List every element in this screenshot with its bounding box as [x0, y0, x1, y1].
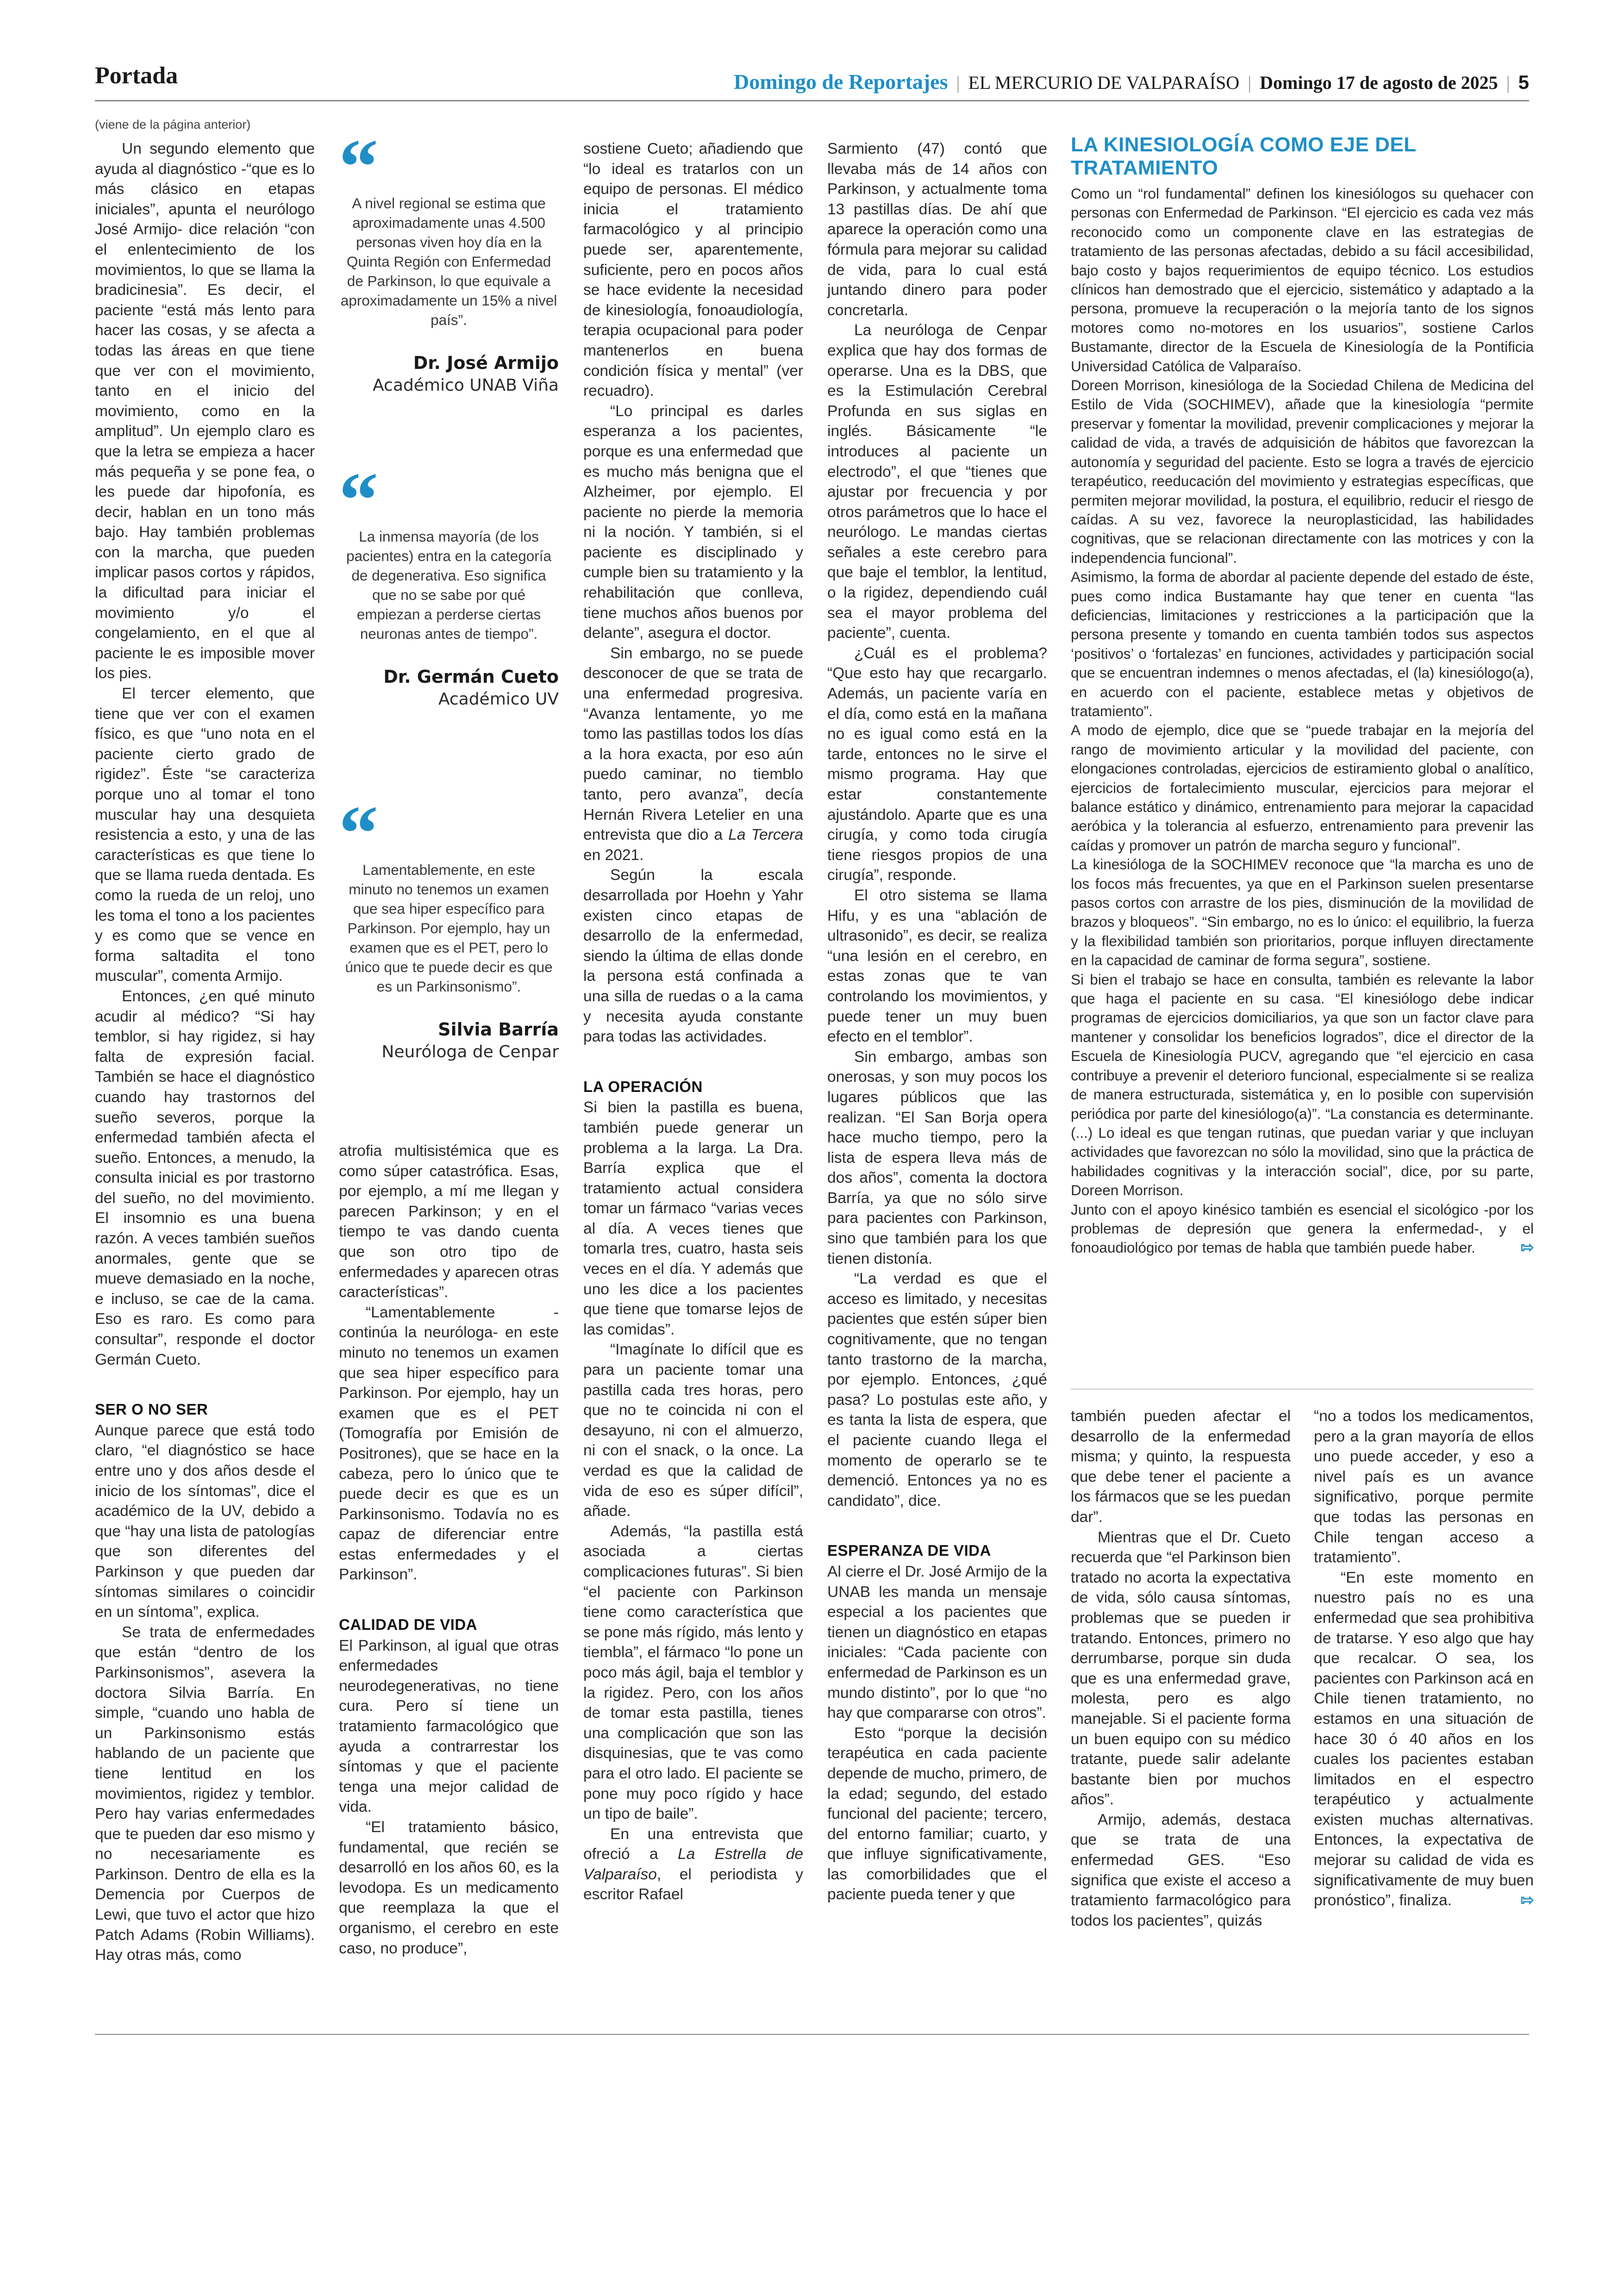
end-mark-icon: ⇰: [1520, 1239, 1534, 1257]
paragraph: La kinesióloga de la SOCHIMEV reconoce que “la marcha es uno de los focos más frecuentes, ya que en el Parkinson suelen presentarse pasos cortos con arrastre de los pies, disminución de la movilidad de brazos y bloqueos”. “Sin embargo, no es lo único: el equilibrio, la fuerza y la flexibilidad también son prioritarios, porque influyen directamente en la capacidad de caminar de forma segura”, sostiene.: [1071, 856, 1534, 969]
paragraph: también pueden afectar el desarrollo de la enfermedad misma; y quinto, la respuesta que debe tener el paciente a los fármacos que se les puedan dar”.: [1071, 1408, 1291, 1526]
paragraph: Esto “porque la decisión terapéutica en cada paciente depende de mucho, primero, de la edad; segundo, del estado funcional del paciente; tercero, del entorno familiar; cuarto, y que influye significativamente, las comorbilidades que el paciente pueda tener y que: [827, 1724, 1047, 1903]
paragraph: “La verdad es que el acceso es limitado, y necesitas pacientes que estén súper bien cognitivamente, que no tengan tanto trastorno de la marcha, por ejemplo. Entonces, ¿qué pasa? Lo postulas este año, y es tanta la lista de espera, que el paciente cuando llega el momento de operarlo se te demenció. Entonces ya no es candidato”, dice.: [827, 1270, 1047, 1509]
text-run: en 2021.: [583, 846, 644, 864]
article-column-4: [827, 139, 1047, 1905]
paragraph: [583, 1824, 803, 1905]
paragraph: El otro sistema se llama Hifu, y es una “ablación de ultrasonido”, es decir, se realiza “una lesión en el cerebro, en estas zonas que te van controlando los movimientos, y puede tener un muy buen efecto en el temblor”.: [827, 886, 1047, 1046]
paragraph: “El tratamiento básico, fundamental, que recién se desarrolló en los años 60, es la levodopa. Es un medicamento que reemplaza la que el organismo, el cerebro en este caso, no produce”,: [339, 1819, 559, 1957]
paragraph: Armijo, además, destaca que se trata de una enfermedad GES. “Eso significa que existe el acceso a tratamiento farmacológico para todos los pacientes”, quizás: [1071, 1811, 1291, 1929]
paragraph: Un segundo elemento que ayuda al diagnóstico -“que es lo más clásico en etapas iniciales”, apunta el neurólogo José Armijo- dice relación “con el enlentecimiento de los movimientos, lo que se llama la bradicinesia”. Es decir, el paciente “está más lento para hacer las cosas, y se afecta a todas las áreas en que tiene que ver con el movimiento, tanto en el inicio del movimiento, como en la amplitud”. Un ejemplo claro es que la letra se empieza a hacer más pequeña y se pone fea, o les puede dar hipofonía, es decir, hablan en un tono más bajo. Hay también problemas con la marcha, que pueden implicar pasos cortos y rápidos, la dificultad para iniciar el movimiento y/o el congelamiento, en el que al paciente le es imposible mover los pies.: [95, 140, 315, 682]
quote-author: Silvia Barría: [438, 1019, 559, 1040]
quote-text: A nivel regional se estima que aproximadamente unas 4.500 personas viven hoy día en la Quinta Región con Enfermedad de Parkinson, lo que equivale a aproximadamente un 15% a nivel país”.: [340, 195, 557, 328]
paragraph: “Lo principal es darles esperanza a los pacientes, porque es una enfermedad que es mucho más benigna que el Alzheimer, por ejemplo. El paciente no pierde la memoria ni la noción. Y también, si el paciente es disciplinado y cumple bien su tratamiento y la rehabilitación que conlleva, tiene muchos años buenos por delante”, asegura el doctor.: [583, 402, 803, 642]
quote-mark-icon: “: [339, 456, 378, 543]
quote-author-role: Neuróloga de Cenpar: [381, 1042, 559, 1061]
paragraph: Según la escala desarrollada por Hoehn y Yahr existen cinco etapas de desarrollo de la enfermedad, siendo la última de ellas donde la persona está confinada a una silla de ruedas o a la cama y necesita ayuda constante para todas las actividades.: [583, 867, 803, 1046]
issue-date: Domingo 17 de agosto de 2025: [1260, 72, 1498, 93]
paragraph: Sin embargo, ambas son onerosas, y son muy pocos los lugares públicos que las realizan. “El San Borja opera hace mucho tiempo, pero la lista de espera lleva más de dos años”, comenta la doctora Barría, ya que no sólo sirve para pacientes con Parkinson, sino que también para los que tienen distonía.: [827, 1048, 1047, 1267]
article-column-5: [1071, 1406, 1291, 1931]
subheading-ser-o-no-ser: SER O NO SER: [95, 1401, 208, 1418]
quote-author-role: Académico UNAB Viña: [373, 376, 559, 395]
paragraph: A modo de ejemplo, dice que se “puede trabajar en la mejoría del rango de movimiento articular y la movilidad del paciente, con elongaciones controladas, ejercicios de estiramiento global o analítico, ejercicios de fortalecimiento muscular, ejercicios para mejorar el balance estático y dinámico, entrenamiento para mejorar la capacidad aeróbica y la tolerancia al esfuerzo, entrenamiento para prevenir las caídas y promover un patrón de marcha seguro y funcional”.: [1071, 722, 1534, 854]
paragraph: Mientras que el Dr. Cueto recuerda que “el Parkinson bien tratado no acorta la expectativa de vida, sólo causa síntomas, problemas que se pueden ir tratando. Entonces, primero no derrumbarse, porque sin duda que es una enfermedad grave, molesta, pero es algo manejable. Si el paciente forma un buen equipo con su médico tratante, puede salir adelante bastante bien por muchos años”.: [1071, 1528, 1291, 1809]
newspaper-name: EL MERCURIO DE VALPARAÍSO: [968, 72, 1240, 93]
paragraph: Sarmiento (47) contó que llevaba más de 14 años con Parkinson, y actualmente toma 13 pastillas días. De ahí que aparece la operación como una fórmula para mejorar su calidad de vida, para lo cual está juntando dinero para poder concretarla.: [827, 140, 1047, 319]
paragraph: El Parkinson, al igual que otras enfermedades neurodegenerativas, no tiene cura. Pero sí tiene un tratamiento farmacológico que ayuda a contrarrestar los síntomas y que el paciente tenga una mejor calidad de vida.: [339, 1637, 559, 1816]
paragraph: sostiene Cueto; añadiendo que “lo ideal es tratarlos con un equipo de personas. El médico inicia el tratamiento farmacológico y al principio puede ser, aparentemente, suficiente, pero en pocos años se hace evidente la necesidad de kinesiología, fonoaudiología, terapia ocupacional para poder mantenerlos en buena condición física y mental” (ver recuadro).: [583, 140, 803, 400]
pull-quote: [339, 123, 559, 395]
subheading-calidad-de-vida: CALIDAD DE VIDA: [339, 1616, 478, 1634]
paragraph: Asimismo, la forma de abordar al paciente depende del estado de éste, pues como indica Bustamante hay que tener en cuenta “las deficiencias, limitaciones y restricciones a la participación que la persona presente y tomando en cuenta también todos sus aspectos ‘positivos’ o ‘fortalezas’ en funciones, actividades y participación social que se encuentran indemnes o menos afectadas, el (la) kinesiólogo(a), en acuerdo con el paciente, establece metas y objetivos de tratamiento”.: [1071, 568, 1534, 719]
quote-author: Dr. Germán Cueto: [383, 667, 559, 687]
pull-quote: [339, 456, 559, 709]
publication-name: La Estrella de Valparaíso: [583, 1846, 803, 1883]
paragraph: Doreen Morrison, kinesióloga de la Sociedad Chilena de Medicina del Estilo de Vida (SOCHIMEV), añade que la kinesiología “permite preservar y fomentar la movilidad, prevenir complicaciones y mejorar la calidad de vida, a través de adquisición de hábitos que favorezcan la autonomía y seguridad del paciente. Esto se logra a través de ejercicio terapéutico, reeducación del movimiento y estrategias específicas, que permiten mejorar movilidad, la postura, el equilibrio, reducir el riesgo de caídas. A su vez, favorece la neuroplasticidad, las habilidades cognitivas, que se relacionan directamente con las motrices y con la independencia funcional”.: [1071, 377, 1534, 566]
sidebar-title: LA KINESIOLOGÍA COMO EJE DEL TRATAMIENTO: [1071, 133, 1416, 179]
text-run: Sin embargo, no se puede desconocer de que se trata de una enfermedad progresiva. “Avanza lentamente, yo me tomo las pastillas todos los días a la hora exacta, por eso aún puedo caminar, no tiemblo tanto, pero avanza”, decía Hernán Rivera Letelier en una entrevista que dio a: [583, 644, 803, 844]
paragraph: Además, “la pastilla está asociada a ciertas complicaciones futuras”. Si bien “el paciente con Parkinson tiene como característica que se pone más rígido, más lento y tiembla”, el fármaco “lo pone un poco más ágil, baja el temblor y la rigidez. Pero, con los años de tomar esta pastilla, tienes una complicación que son las disquinesias, que te vas como para el otro lado. El paciente se pone muy poco rígido y hace un tipo de baile”.: [583, 1522, 803, 1823]
text-run: Junto con el apoyo kinésico también es esencial el sicológico -por los problemas de depresión que genera la enfermedad-, y el fonoaudiológico por temas de habla que también puede haber.: [1071, 1201, 1534, 1256]
paragraph: “Imagínate lo difícil que es para un paciente tomar una pastilla cada tres horas, pero que no te coincida ni con el desayuno, ni con el almuerzo, ni con el snack, o la once. La verdad es que la calidad de vida de eso es súper difícil”, añade.: [583, 1341, 803, 1520]
page-header: [734, 69, 1529, 94]
paragraph: “Lamentablemente -continúa la neuróloga- en este minuto no tenemos un examen que sea hiper específico para Parkinson. Por ejemplo, hay un examen que es el PET (Tomografía por Emisión de Positrones), que se hace en la cabeza, pero lo único que te puede decir es que es un Parkinsonismo. Todavía no es capaz de diferenciar entre estas enfermedades y el Parkinson”.: [339, 1303, 559, 1584]
paragraph: [1314, 1568, 1534, 1911]
publication-name: La Tercera: [728, 826, 803, 844]
quote-author: Dr. José Armijo: [413, 353, 559, 373]
section-name: Portada: [95, 62, 178, 89]
paragraph: El tercer elemento, que tiene que ver con el examen físico, es que “uno nota en el paciente cierto grado de rigidez”. Éste “se caracteriza porque uno al tomar el tono muscular hay una desquieta resistencia a esto, y una de las características es que tiene lo que se llama rueda dentada. Es como la rueda de un reloj, uno les toma el tono a los pacientes y es como que se vence en forma saltadita el tono muscular”, comenta Armijo.: [95, 685, 315, 985]
quote-author-role: Académico UV: [438, 690, 559, 709]
text-run: “En este momento en nuestro país no es una enfermedad que sea prohibitiva de tratarse. Y eso algo que hay que recalcar. O sea, los pacientes con Parkinson acá en Chile tienen tratamiento, no estamos en una situación de hace 30 ó 40 años en los cuales los pacientes estaban limitados en el espectro terapéutico y actualmente existen muchas alternativas. Entonces, la expectativa de mejorar su calidad de vida es significativamente de muy buen pronóstico”, finaliza.: [1314, 1569, 1534, 1909]
text-run: En una entrevista que ofreció a: [583, 1825, 803, 1863]
footer-rule: [95, 2034, 1529, 2035]
paragraph: Aunque parece que está todo claro, “el diagnóstico se hace entre uno y dos años desde el inicio de los síntomas”, dice el académico de la UV, debido a que “hay una lista de patologías que son diferentes del Parkinson y que pueden dar síntomas similares o coincidir en un síntoma”, explica.: [95, 1422, 315, 1621]
paragraph: Entonces, ¿en qué minuto acudir al médico? “Si hay temblor, si hay rigidez, si hay falta de expresión facial. También se hace el diagnóstico cuando hay trastornos del sueño severos, porque la enfermedad también afecta el sueño. Entonces, a menudo, la consulta inicial es por trastorno del sueño, no del movimiento. El insomnio es una buena razón. A veces también sueños anormales, gente que se mueve demasiado en la noche, e incluso, se cae de la cama. Eso es raro. Es como para consultar”, responde el doctor Germán Cueto.: [95, 987, 315, 1368]
header-separator: |: [956, 72, 960, 93]
paragraph: “no a todos los medicamentos, pero a la gran mayoría de ellos uno puede acceder, y eso a nivel país es un avance significativo, porque permite que todas las personas en Chile tengan acceso a tratamiento”.: [1314, 1408, 1534, 1566]
subheading-esperanza-de-vida: ESPERANZA DE VIDA: [827, 1542, 991, 1559]
header-separator: |: [1248, 72, 1252, 93]
paragraph: Si bien la pastilla es buena, también puede generar un problema a la larga. La Dra. Barría explica que el tratamiento actual considera tomar un fármaco “varias veces al día. A veces tienes que tomarla tres, cuatro, hasta seis veces en el día. Y además que uno les dice a los pacientes que tiene que tomarse lejos de las comidas”.: [583, 1099, 803, 1338]
article-column-3: [583, 139, 803, 1905]
article-column-6: [1314, 1406, 1534, 1911]
text-run: , el periodista y escritor Rafael: [583, 1865, 803, 1903]
header-separator: |: [1506, 72, 1510, 93]
header-rule: [95, 100, 1529, 101]
paragraph: Como un “rol fundamental” definen los kinesiólogos su quehacer con personas con Enfermedad de Parkinson. “El ejercicio es cada vez más reconocido como un componente clave en las estrategias de tratamiento de las personas afectadas, debido a su fácil accesibilidad, bajo costo y bajos requerimientos de equipo técnico. Los estudios clínicos han demostrado que el ejercicio, sistemático y adaptado a la persona, promueve la recuperación o la mejoría tanto de los signos motores como no-motores en los usuarios”, sostiene Carlos Bustamante, director de la Escuela de Kinesiología de la Pontificia Universidad Católica de Valparaíso.: [1071, 185, 1534, 374]
paragraph: La neuróloga de Cenpar explica que hay dos formas de operarse. Una es la DBS, que es la Estimulación Cerebral Profunda en sus siglas en inglés. Básicamente “le introduces al paciente un electrodo”, el que “tienes que ajustar por frecuencia y por otros parámetros que lo hace el neurólogo. Le mandas ciertas señales a este cerebro para que baje el temblor, la lentitud, o la rigidez, dependiendo cuál sea el mayor problema del paciente”, cuenta.: [827, 322, 1047, 642]
paragraph: [583, 643, 803, 866]
paragraph: Si bien el trabajo se hace en consulta, también es relevante la labor que haga el paciente en su casa. “El kinesiólogo debe indicar programas de ejercicios domiciliarios, ya que son un factor clave para mantener y consolidar los beneficios logrados”, dice el director de la Escuela de Kinesiología PUCV, agregando que “el ejercicio en casa contribuye a prevenir el deterioro funcional, especialmente si se realiza de manera estructurada, sistemática y, en lo posible con supervisión periódica por parte del kinesiólogo(a)”. “La constancia es determinante. (...) Lo ideal es que tengan rutinas, que puedan variar y que incluyan actividades que favorezcan no sólo la movilidad, sino que la práctica de habilidades cognitivas y la interacción social”, dice, por su parte, Doreen Morrison.: [1071, 971, 1534, 1199]
sidebar-body: [1071, 184, 1534, 1258]
supplement-name: Domingo de Reportajes: [733, 70, 948, 94]
article-column-2: [339, 1141, 559, 1958]
quote-mark-icon: “: [339, 790, 378, 877]
sidebar-rule: [1071, 1389, 1534, 1390]
quote-mark-icon: “: [339, 123, 378, 210]
end-mark-icon: ⇰: [1520, 1891, 1534, 1909]
continued-from-note: (viene de la página anterior): [95, 118, 251, 131]
paragraph: Se trata de enfermedades que están “dentro de los Parkinsonismos”, asevera la doctora Silvia Barría. En simple, “cuando uno habla de un Parkinsonismo estás hablando de un paciente que tiene lentitud en los movimientos, rigidez y temblor. Pero hay varias enfermedades que te pueden dar eso mismo y no necesariamente es Parkinson. Dentro de ella es la Demencia por Cuerpos de Lewi, que tuvo el actor que hizo Patch Adams (Robin Williams). Hay otras más, como: [95, 1623, 315, 1964]
article-column-1: [95, 139, 315, 1965]
quote-text: Lamentablemente, en este minuto no tenemos un examen que sea hiper específico para Parkinson. Por ejemplo, hay un examen que es el PET, pero lo único que te puede decir es que es un Parkinsonismo”.: [345, 861, 553, 995]
quote-text: La inmensa mayoría (de los pacientes) entra en la categoría de degenerativa. Eso significa que no se sabe por qué empiezan a perderse ciertas neuronas antes de tiempo”.: [346, 528, 552, 642]
paragraph: Al cierre el Dr. José Armijo de la UNAB les manda un mensaje especial a los pacientes que tienen un diagnóstico en etapas iniciales: “Cada paciente con enfermedad de Parkinson es un mundo distinto”, por lo que “no hay que compararse con otros”.: [827, 1563, 1047, 1722]
page-number: 5: [1518, 71, 1529, 93]
subheading-la-operacion: LA OPERACIÓN: [583, 1078, 703, 1095]
paragraph: atrofia multisistémica que es como súper catastrófica. Esas, por ejemplo, a mí me llegan y parecen Parkinson; y en el tiempo te vas dando cuenta que son otro tipo de enfermedades y aparecen otras características”.: [339, 1142, 559, 1301]
paragraph: ¿Cuál es el problema? “Que esto hay que recargarlo. Además, un paciente varía en el día, como está en la mañana no es igual como está en la tarde, entonces no le sirve el mismo programa. Hay que estar constantemente ajustándolo. Aparte que es una cirugía, y como toda cirugía tiene riesgos propios de una cirugía”, responde.: [827, 644, 1047, 884]
paragraph: [1071, 1200, 1534, 1258]
pull-quote: [339, 790, 559, 1061]
